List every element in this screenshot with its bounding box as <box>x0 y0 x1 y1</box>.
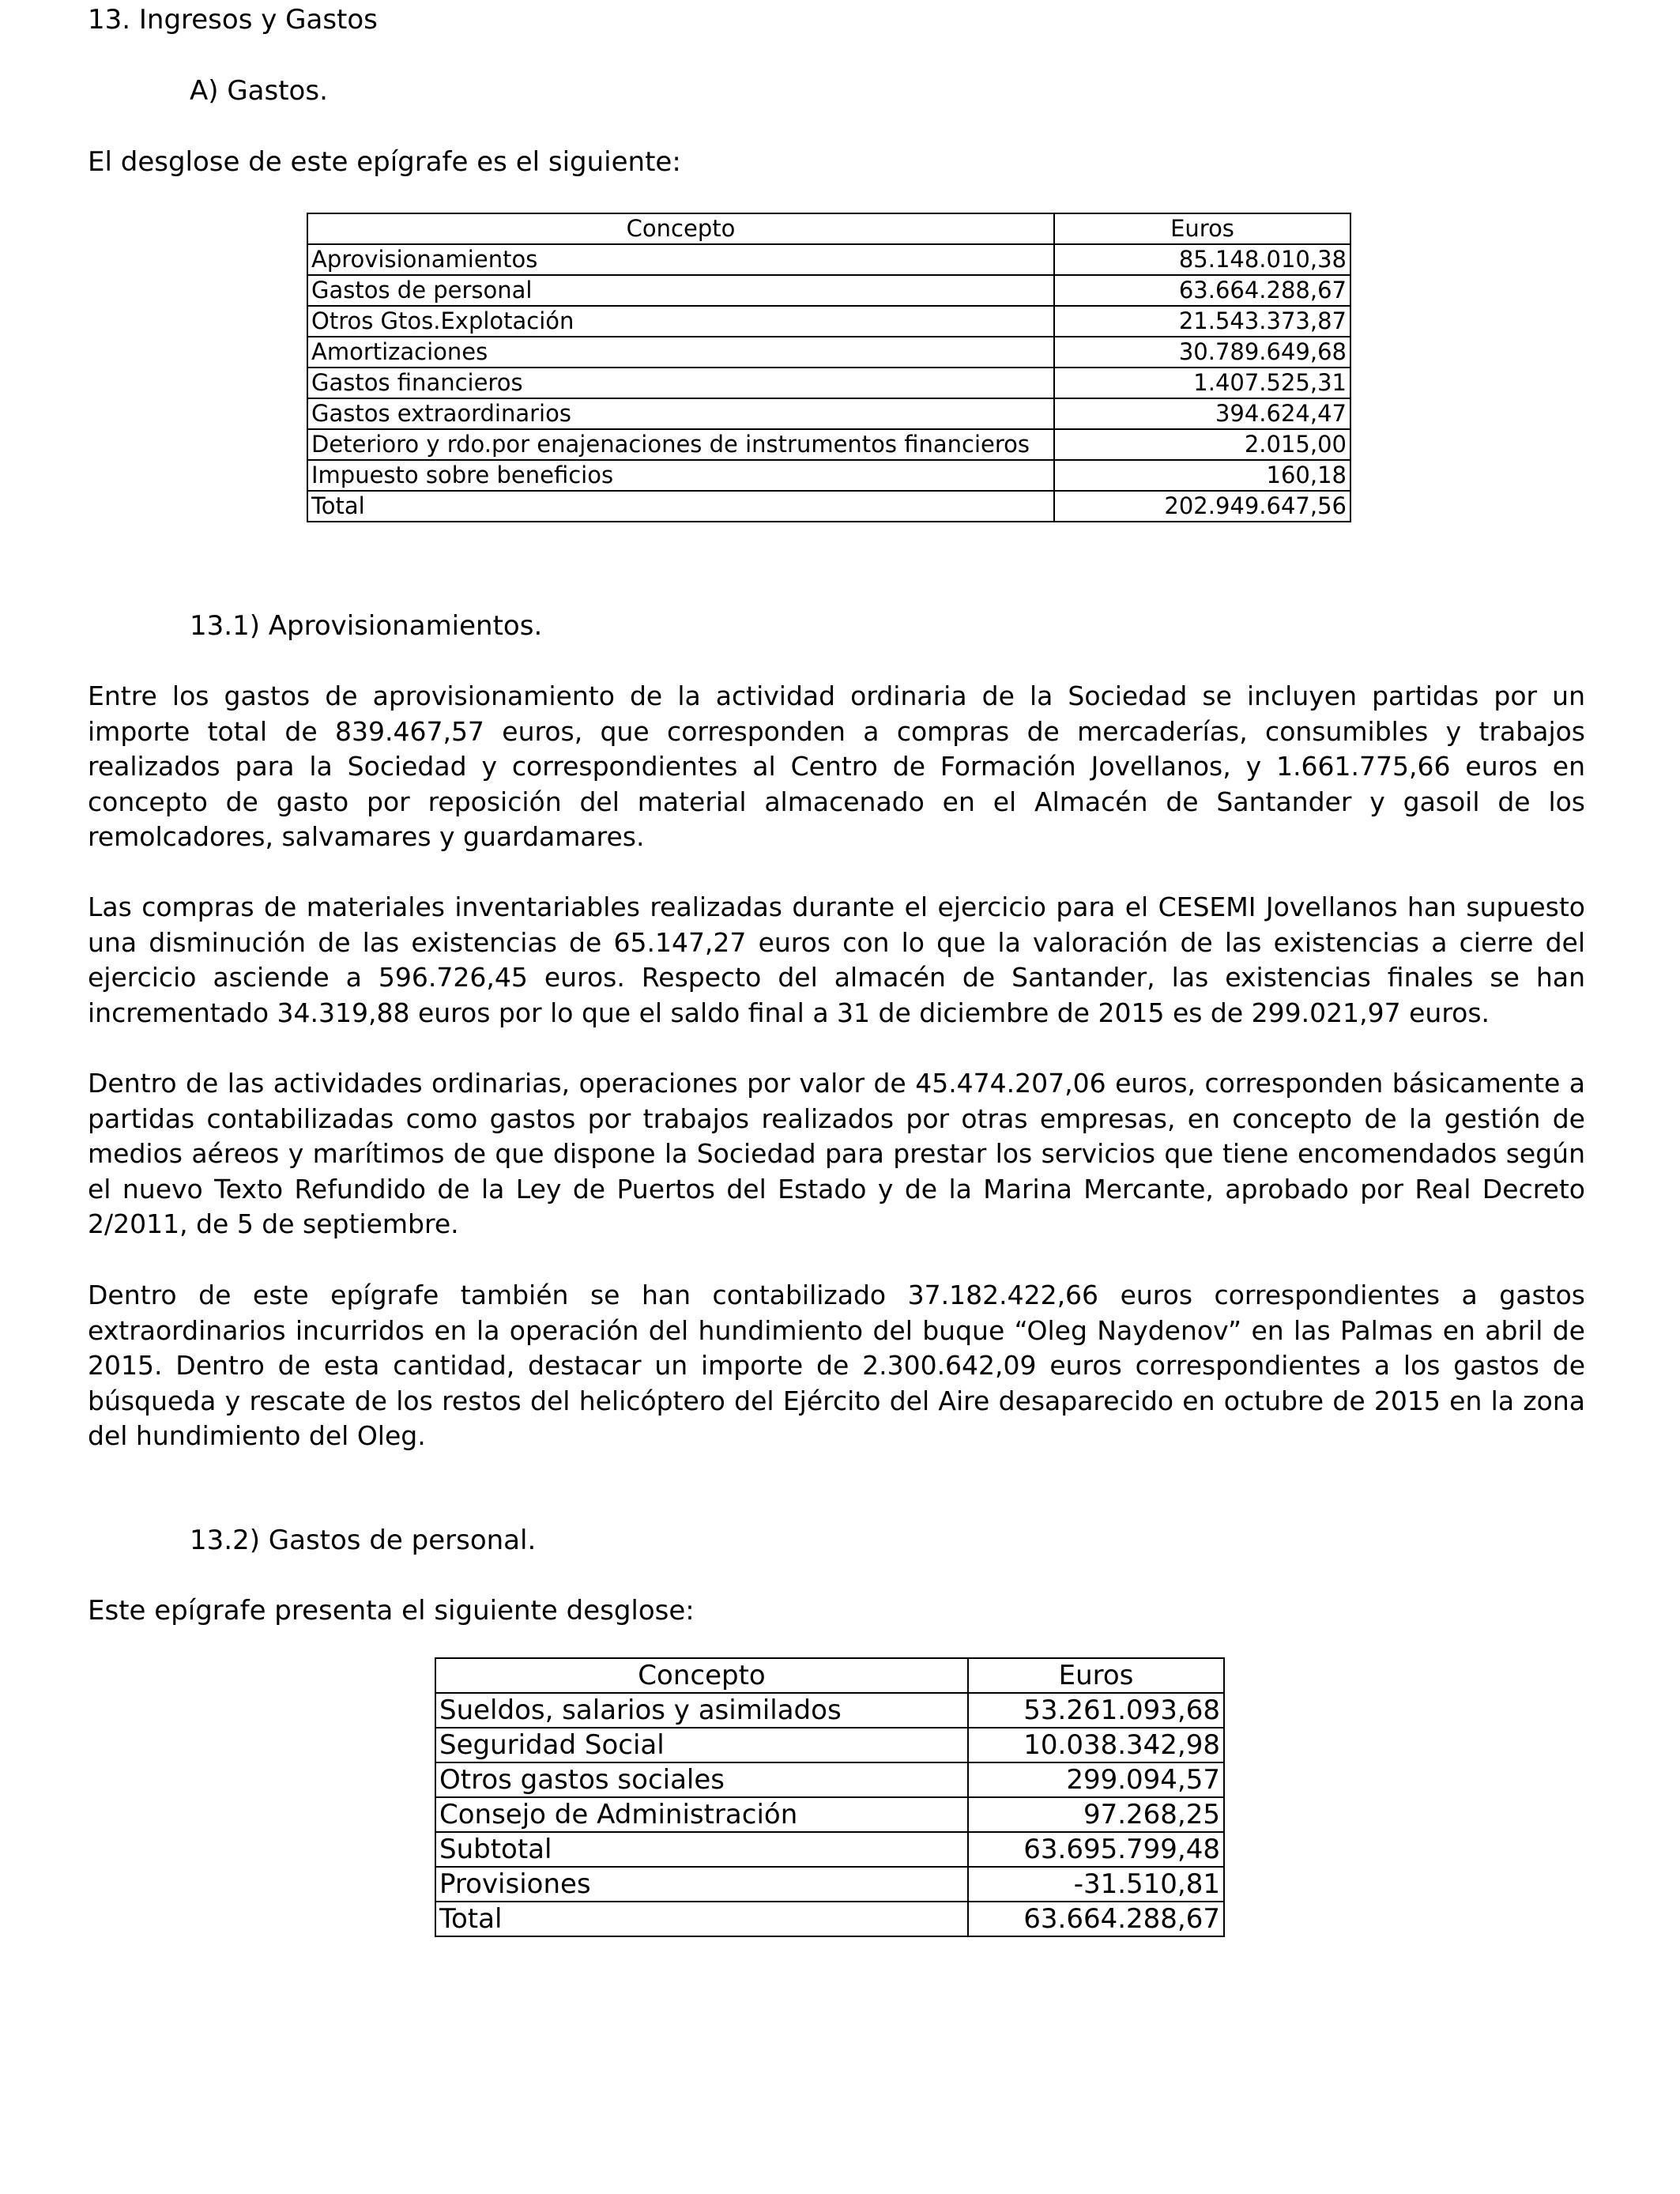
table-row <box>307 398 1350 429</box>
table-row <box>435 1762 1224 1797</box>
table-row <box>435 1867 1224 1902</box>
row-amount: 1.407.525,31 <box>1054 368 1350 398</box>
intro-personal: Este epígrafe presenta el siguiente desglose: <box>88 1595 695 1627</box>
table-row <box>435 1797 1224 1832</box>
row-amount: 63.664.288,67 <box>1054 275 1350 306</box>
subsection-a-heading: A) Gastos. <box>190 75 328 107</box>
paragraph-aprovisionamiento-1: Entre los gastos de aprovisionamiento de la actividad ordinaria de la Sociedad se incluyen partidas por un importe total de 839.467,57 euros, que corresponden a compras de mercaderías, consumibles y trabajos realizados para la Sociedad y correspondientes al Centro de Formación Jovellanos, y 1.661.775,66 euros en concepto de gasto por reposición del material almacenado en el Almacén de Santander y gasoil de los remolcadores, salvamares y guardamares. <box>88 680 1585 853</box>
table-total-row <box>307 491 1350 522</box>
table-row <box>307 275 1350 306</box>
table-row <box>307 244 1350 275</box>
table-header-row <box>435 1658 1224 1693</box>
gastos-table <box>307 213 1351 522</box>
table-row <box>435 1693 1224 1728</box>
paragraph-aprovisionamiento-4: Dentro de este epígrafe también se han contabilizado 37.182.422,66 euros correspondientes a gastos extraordinarios incurridos en la operación del hundimiento del buque “Oleg Naydenov” en las Palmas en abril de 2015. Dentro de esta cantidad, destacar un importe de 2.300.642,09 euros correspondientes a los gastos de búsqueda y rescate de los restos del helicóptero del Ejército del Aire desaparecido en octubre de 2015 en la zona del hundimiento del Oleg. <box>88 1280 1585 1452</box>
row-concept: Deterioro y rdo.por enajenaciones de instrumentos financieros <box>307 429 1054 460</box>
row-amount: 2.015,00 <box>1054 429 1350 460</box>
row-amount: 53.261.093,68 <box>968 1693 1224 1728</box>
table-row <box>307 460 1350 491</box>
gastos-personal-table <box>435 1657 1225 1937</box>
row-amount: 202.949.647,56 <box>1054 491 1350 522</box>
row-concept: Sueldos, salarios y asimilados <box>435 1693 968 1728</box>
row-amount: 85.148.010,38 <box>1054 244 1350 275</box>
row-amount: 63.695.799,48 <box>968 1832 1224 1867</box>
row-concept: Gastos financieros <box>307 368 1054 398</box>
row-concept: Gastos extraordinarios <box>307 398 1054 429</box>
row-amount: 394.624,47 <box>1054 398 1350 429</box>
row-concept: Otros Gtos.Explotación <box>307 306 1054 337</box>
row-concept: Aprovisionamientos <box>307 244 1054 275</box>
header-euros: Euros <box>1054 213 1350 244</box>
row-amount: 97.268,25 <box>968 1797 1224 1832</box>
row-amount: 299.094,57 <box>968 1762 1224 1797</box>
row-concept: Gastos de personal <box>307 275 1054 306</box>
row-concept: Total <box>307 491 1054 522</box>
row-amount: 63.664.288,67 <box>968 1902 1224 1936</box>
header-concepto: Concepto <box>435 1658 968 1693</box>
row-amount: 160,18 <box>1054 460 1350 491</box>
row-concept: Consejo de Administración <box>435 1797 968 1832</box>
row-concept: Seguridad Social <box>435 1728 968 1762</box>
subsection-13-2-heading: 13.2) Gastos de personal. <box>190 1525 537 1556</box>
row-concept: Provisiones <box>435 1867 968 1902</box>
row-concept: Subtotal <box>435 1832 968 1867</box>
row-concept: Otros gastos sociales <box>435 1762 968 1797</box>
row-concept: Amortizaciones <box>307 337 1054 368</box>
header-euros: Euros <box>968 1658 1224 1693</box>
row-amount: -31.510,81 <box>968 1867 1224 1902</box>
table-total-row <box>435 1902 1224 1936</box>
table-row <box>435 1728 1224 1762</box>
row-concept: Impuesto sobre beneficios <box>307 460 1054 491</box>
row-amount: 10.038.342,98 <box>968 1728 1224 1762</box>
row-amount: 21.543.373,87 <box>1054 306 1350 337</box>
table-row <box>307 429 1350 460</box>
table-row <box>307 368 1350 398</box>
header-concepto: Concepto <box>307 213 1054 244</box>
table-subtotal-row <box>435 1832 1224 1867</box>
table-row <box>307 306 1350 337</box>
table-header-row <box>307 213 1350 244</box>
paragraph-aprovisionamiento-3: Dentro de las actividades ordinarias, operaciones por valor de 45.474.207,06 euros, corresponden básicamente a partidas contabilizadas como gastos por trabajos realizados por otras empresas, en concepto de la gestión de medios aéreos y marítimos de que dispone la Sociedad para prestar los servicios que tiene encomendados según el nuevo Texto Refundido de la Ley de Puertos del Estado y de la Marina Mercante, aprobado por Real Decreto 2/2011, de 5 de septiembre. <box>88 1068 1585 1240</box>
row-concept: Total <box>435 1902 968 1936</box>
paragraph-aprovisionamiento-2: Las compras de materiales inventariables realizadas durante el ejercicio para el CESEMI Jovellanos han supuesto una disminución de las existencias de 65.147,27 euros con lo que la valoración de las existencias a cierre del ejercicio asciende a 596.726,45 euros. Respecto del almacén de Santander, las existencias finales se han incrementado 34.319,88 euros por lo que el saldo final a 31 de diciembre de 2015 es de 299.021,97 euros. <box>88 892 1585 1028</box>
section-heading: 13. Ingresos y Gastos <box>88 4 378 36</box>
intro-gastos: El desglose de este epígrafe es el siguiente: <box>88 146 681 178</box>
subsection-13-1-heading: 13.1) Aprovisionamientos. <box>190 610 543 642</box>
row-amount: 30.789.649,68 <box>1054 337 1350 368</box>
table-row <box>307 337 1350 368</box>
